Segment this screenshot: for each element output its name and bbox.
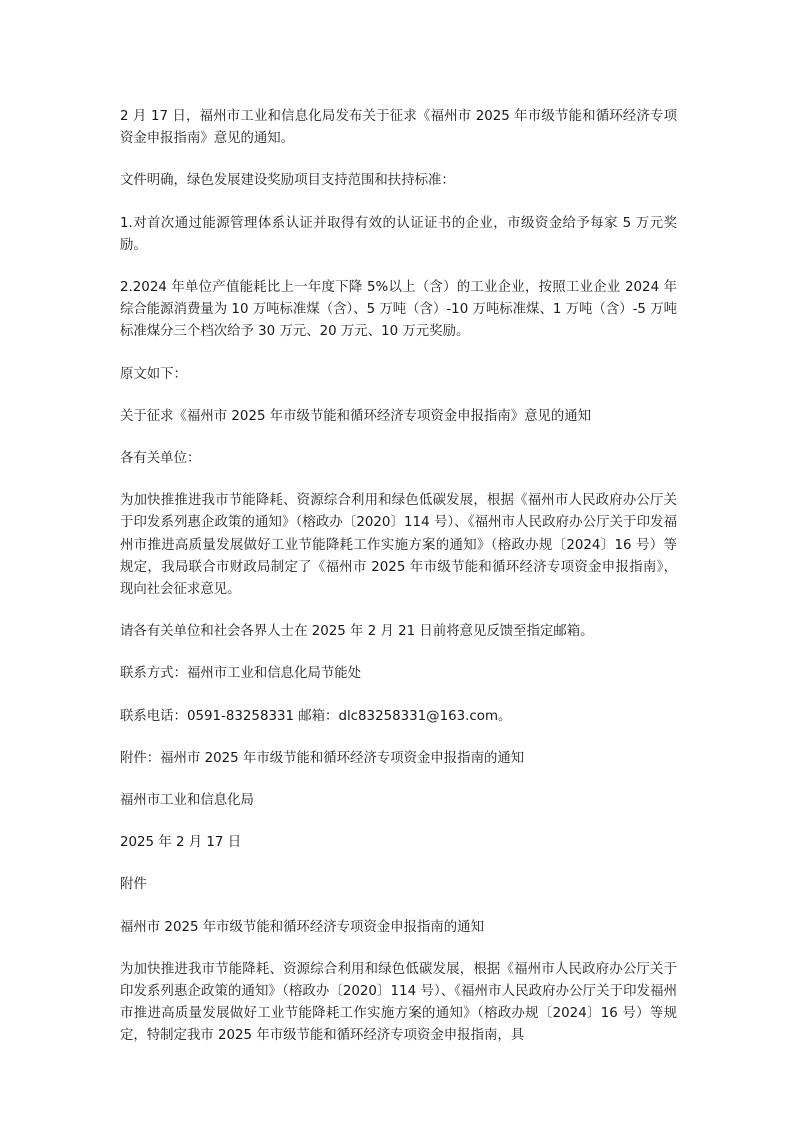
support-item-2: 2.2024 年单位产值能耗比上一年度下降 5%以上（含）的工业企业，按照工业企业 2024 年综合能源消费量为 10 万吨标准煤（含）、5 万吨（含）-10 万吨标准煤、1 万吨（含）-5 万吨标准煤分三个档次给予 30 万元、20 万元、10 万元奖励。: [120, 280, 677, 340]
contact-department: 联系方式：福州市工业和信息化局节能处: [120, 666, 362, 682]
attachment-label: 附件: [120, 877, 147, 893]
attachment-line: 附件：福州市 2025 年市级节能和循环经济专项资金申报指南的通知: [120, 750, 525, 766]
attachment-body: 为加快推进我市节能降耗、资源综合利用和绿色低碳发展，根据《福州市人民政府办公厅关于印发系列惠企政策的通知》（榕政办〔2020〕114 号）、《福州市人民政府办公厅关于印发福州市推进高质量发展做好工业节能降耗工作实施方案的通知》（榕政办规〔2024〕16 号）等规定，特制定我市 2025 年市级节能和循环经济专项资金申报指南，具: [120, 961, 677, 1044]
original-text-label: 原文如下：: [120, 366, 187, 382]
document-page: [120, 106, 677, 1068]
salutation: 各有关单位：: [120, 451, 201, 467]
issue-date: 2025 年 2 月 17 日: [120, 835, 242, 851]
issuer-signature: 福州市工业和信息化局: [120, 793, 254, 809]
support-scope-heading: 文件明确，绿色发展建设奖励项目支持范围和扶持标准：: [120, 173, 455, 189]
notice-body: 为加快推推进我市节能降耗、资源综合利用和绿色低碳发展，根据《福州市人民政府办公厅关于印发系列惠企政策的通知》（榕政办〔2020〕114 号）、《福州市人民政府办公厅关于印发福州市推进高质量发展做好工业节能降耗工作实施方案的通知》（榕政办规〔2024〕16 号）等规定，我局联合市财政局制定了《福州市 2025 年市级节能和循环经济专项资金申报指南》，现向社会征求意见。: [120, 493, 677, 598]
contact-phone-email: 联系电话：0591-83258331 邮箱：dlc83258331@163.com。: [120, 708, 512, 724]
support-item-1: 1.对首次通过能源管理体系认证并取得有效的认证证书的企业，市级资金给予每家 5 万元奖励。: [120, 215, 677, 253]
attachment-title: 福州市 2025 年市级节能和循环经济专项资金申报指南的通知: [120, 919, 484, 935]
intro-paragraph: 2 月 17 日，福州市工业和信息化局发布关于征求《福州市 2025 年市级节能和循环经济专项资金申报指南》意见的通知。: [120, 109, 677, 147]
notice-title: 关于征求《福州市 2025 年市级节能和循环经济专项资金申报指南》意见的通知: [120, 408, 592, 424]
feedback-deadline: 请各有关单位和社会各界人士在 2025 年 2 月 21 日前将意见反馈至指定邮箱。: [120, 624, 594, 640]
